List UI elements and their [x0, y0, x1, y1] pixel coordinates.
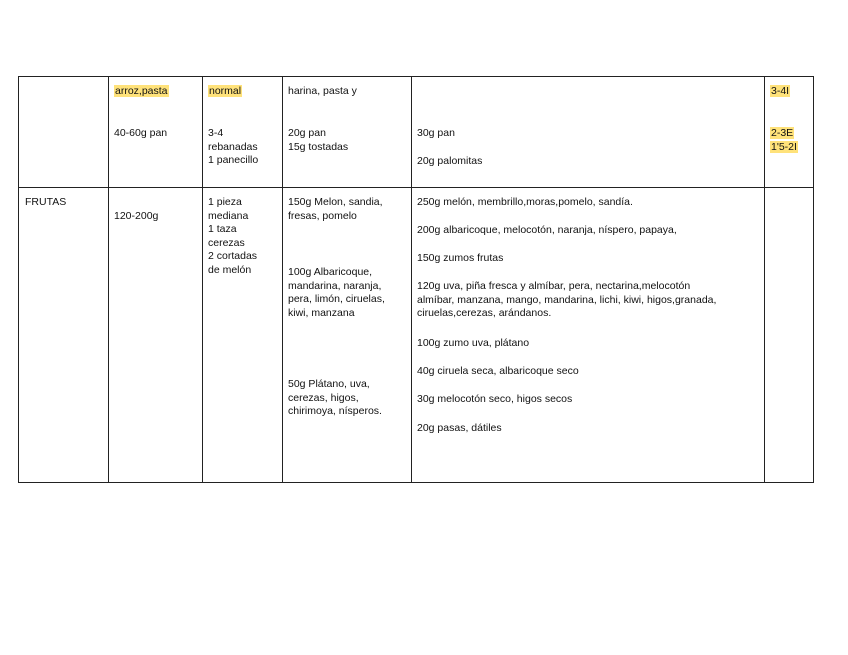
- row2-portion-weight: 120-200g: [114, 210, 159, 222]
- highlighted-text: arroz,pasta: [115, 85, 168, 97]
- column-divider: [282, 77, 283, 482]
- row1-food-header: harina, pasta y: [288, 85, 357, 97]
- row2-fruit-group-100: 100g Albaricoque, mandarina, naranja, pera, limón, ciruelas, kiwi, manzana: [288, 266, 385, 319]
- row2-fruit-group-50: 50g Plátano, uva, cerezas, higos, chirimoya, nísperos.: [288, 378, 382, 417]
- row-divider: [19, 187, 813, 188]
- row1-portion-description: 3-4 rebanadas 1 panecillo: [208, 127, 259, 166]
- row1-portion-label: [208, 85, 242, 99]
- row2-equivalent-30g: 30g melocotón seco, higos secos: [417, 393, 573, 405]
- nutrition-table: [18, 76, 814, 483]
- row1-portion-weight: 40-60g pan: [114, 127, 168, 139]
- row1-food-type: [114, 85, 169, 99]
- row2-equivalent-200g: 200g albaricoque, melocotón, naranja, níspero, papaya,: [417, 224, 677, 236]
- row2-equivalent-40g: 40g ciruela seca, albaricoque seco: [417, 365, 579, 377]
- row2-fruit-group-150: 150g Melon, sandia, fresas, pomelo: [288, 196, 383, 222]
- row1-servings-detail: [770, 127, 798, 154]
- column-divider: [764, 77, 765, 482]
- highlighted-text: normal: [209, 85, 242, 97]
- row1-food-equivalents: 20g pan 15g tostadas: [288, 127, 349, 153]
- row1-equivalent-a: 30g pan: [417, 127, 455, 139]
- row1-equivalent-b: 20g palomitas: [417, 155, 483, 167]
- row2-equivalent-250g: 250g melón, membrillo,moras,pomelo, sandía.: [417, 196, 633, 208]
- row1-servings: [770, 85, 790, 99]
- row2-category: FRUTAS: [25, 196, 67, 208]
- column-divider: [202, 77, 203, 482]
- highlighted-text: 3-4I: [771, 85, 790, 97]
- column-divider: [411, 77, 412, 482]
- row2-equivalent-100g: 100g zumo uva, plátano: [417, 337, 530, 349]
- row2-equivalent-20g: 20g pasas, dátiles: [417, 422, 502, 434]
- row2-portion-description: 1 pieza mediana 1 taza cerezas 2 cortadas de melón: [208, 196, 258, 276]
- row2-equivalent-120g: 120g uva, piña fresca y almíbar, pera, nectarina,melocotón almíbar, manzana, mango, mandarina, lichi, kiwi, higos,granada, ciruelas,cerezas, arándanos.: [417, 280, 717, 319]
- column-divider: [108, 77, 109, 482]
- row2-equivalent-150g: 150g zumos frutas: [417, 252, 504, 264]
- highlighted-text: 1'5-2I: [771, 140, 797, 153]
- highlighted-text: 2-3E: [771, 127, 794, 139]
